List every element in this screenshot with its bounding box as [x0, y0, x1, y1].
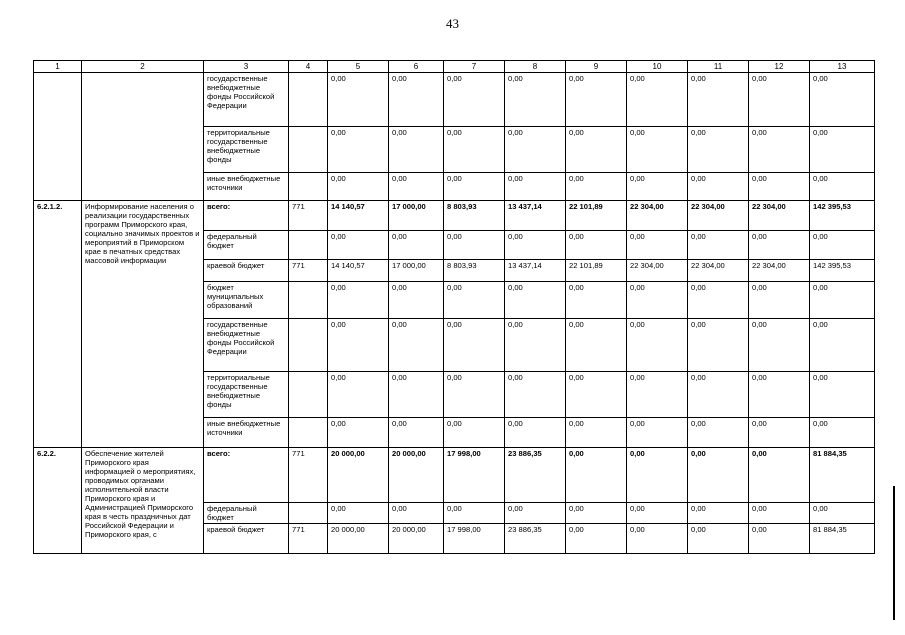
column-header: 11 — [688, 61, 749, 73]
column-header: 3 — [204, 61, 289, 73]
item-name-cell: Обеспечение жителей Приморского края информацией о мероприятиях, проводимых органами исполнительной власти Приморского края и Администрацией Приморского края в честь праздничных дат Российской Федерации и Приморского края, с — [82, 448, 204, 554]
value-cell: 0,00 — [810, 282, 875, 319]
value-cell: 0,00 — [444, 73, 505, 127]
value-cell: 0,00 — [688, 372, 749, 418]
value-cell: 0,00 — [389, 282, 444, 319]
value-cell: 0,00 — [505, 319, 566, 372]
column-header: 5 — [328, 61, 389, 73]
column-header: 1 — [34, 61, 82, 73]
value-cell: 0,00 — [328, 231, 389, 260]
value-cell: 0,00 — [566, 503, 627, 524]
code-cell — [289, 127, 328, 173]
code-cell — [289, 73, 328, 127]
code-cell — [289, 503, 328, 524]
value-cell: 0,00 — [328, 372, 389, 418]
value-cell: 0,00 — [627, 448, 688, 503]
value-cell: 0,00 — [749, 372, 810, 418]
value-cell: 23 886,35 — [505, 448, 566, 503]
value-cell: 0,00 — [566, 524, 627, 554]
value-cell: 0,00 — [627, 73, 688, 127]
value-cell: 0,00 — [688, 127, 749, 173]
value-cell: 17 998,00 — [444, 524, 505, 554]
value-cell: 0,00 — [389, 418, 444, 448]
value-cell: 14 140,57 — [328, 201, 389, 231]
item-number-cell: 6.2.1.2. — [34, 201, 82, 448]
value-cell: 20 000,00 — [328, 524, 389, 554]
value-cell: 0,00 — [749, 319, 810, 372]
value-cell: 0,00 — [810, 372, 875, 418]
value-cell: 0,00 — [389, 372, 444, 418]
value-cell: 0,00 — [627, 524, 688, 554]
value-cell: 0,00 — [389, 127, 444, 173]
value-cell: 0,00 — [505, 231, 566, 260]
value-cell: 8 803,93 — [444, 201, 505, 231]
value-cell: 22 101,89 — [566, 260, 627, 282]
value-cell: 142 395,53 — [810, 201, 875, 231]
item-name-cell: Информирование населения о реализации государственных программ Приморского края, социально значимых проектов и мероприятий в Приморском крае в печатных средствах массовой информации — [82, 201, 204, 448]
value-cell: 0,00 — [505, 173, 566, 201]
code-cell — [289, 319, 328, 372]
value-cell: 14 140,57 — [328, 260, 389, 282]
value-cell: 0,00 — [505, 418, 566, 448]
funding-source-cell: территориальные государственные внебюджетные фонды — [204, 372, 289, 418]
value-cell: 0,00 — [444, 319, 505, 372]
value-cell: 23 886,35 — [505, 524, 566, 554]
code-cell: 771 — [289, 524, 328, 554]
value-cell: 81 884,35 — [810, 448, 875, 503]
value-cell: 0,00 — [328, 127, 389, 173]
value-cell: 17 000,00 — [389, 201, 444, 231]
value-cell: 0,00 — [627, 503, 688, 524]
value-cell: 17 000,00 — [389, 260, 444, 282]
funding-source-cell: федеральный бюджет — [204, 231, 289, 260]
value-cell: 20 000,00 — [389, 524, 444, 554]
funding-source-cell: всего: — [204, 448, 289, 503]
value-cell: 0,00 — [505, 127, 566, 173]
funding-source-cell: всего: — [204, 201, 289, 231]
column-header: 9 — [566, 61, 627, 73]
value-cell: 0,00 — [389, 231, 444, 260]
funding-source-cell: территориальные государственные внебюджетные фонды — [204, 127, 289, 173]
column-header: 10 — [627, 61, 688, 73]
item-number-cell — [34, 73, 82, 201]
column-header: 12 — [749, 61, 810, 73]
value-cell: 0,00 — [444, 418, 505, 448]
value-cell: 0,00 — [566, 319, 627, 372]
value-cell: 0,00 — [566, 418, 627, 448]
value-cell: 0,00 — [328, 173, 389, 201]
value-cell: 0,00 — [444, 503, 505, 524]
value-cell: 81 884,35 — [810, 524, 875, 554]
value-cell: 0,00 — [688, 524, 749, 554]
value-cell: 0,00 — [627, 173, 688, 201]
value-cell: 0,00 — [688, 448, 749, 503]
code-cell — [289, 372, 328, 418]
value-cell: 0,00 — [328, 418, 389, 448]
value-cell: 0,00 — [749, 173, 810, 201]
header-row — [34, 61, 875, 73]
value-cell: 0,00 — [389, 173, 444, 201]
value-cell: 0,00 — [749, 448, 810, 503]
funding-source-cell: государственные внебюджетные фонды Российской Федерации — [204, 73, 289, 127]
value-cell: 0,00 — [627, 418, 688, 448]
value-cell: 17 998,00 — [444, 448, 505, 503]
value-cell: 0,00 — [688, 282, 749, 319]
value-cell: 142 395,53 — [810, 260, 875, 282]
value-cell: 0,00 — [688, 173, 749, 201]
value-cell: 0,00 — [749, 73, 810, 127]
value-cell: 0,00 — [566, 73, 627, 127]
item-number-cell: 6.2.2. — [34, 448, 82, 554]
column-header: 13 — [810, 61, 875, 73]
table-row — [34, 201, 875, 231]
funding-source-cell: бюджет муниципальных образований — [204, 282, 289, 319]
value-cell: 22 304,00 — [627, 260, 688, 282]
funding-source-cell: краевой бюджет — [204, 260, 289, 282]
value-cell: 0,00 — [505, 372, 566, 418]
value-cell: 0,00 — [749, 503, 810, 524]
column-header: 8 — [505, 61, 566, 73]
funding-source-cell: краевой бюджет — [204, 524, 289, 554]
value-cell: 0,00 — [444, 127, 505, 173]
value-cell: 0,00 — [328, 319, 389, 372]
value-cell: 0,00 — [627, 282, 688, 319]
column-header: 7 — [444, 61, 505, 73]
value-cell: 0,00 — [444, 372, 505, 418]
value-cell: 13 437,14 — [505, 201, 566, 231]
value-cell: 13 437,14 — [505, 260, 566, 282]
value-cell: 20 000,00 — [389, 448, 444, 503]
page-number: 43 — [446, 16, 459, 31]
value-cell: 0,00 — [749, 282, 810, 319]
value-cell: 0,00 — [328, 73, 389, 127]
value-cell: 0,00 — [389, 503, 444, 524]
code-cell: 771 — [289, 201, 328, 231]
value-cell: 0,00 — [627, 127, 688, 173]
funding-source-cell: федеральный бюджет — [204, 503, 289, 524]
funding-source-cell: иные внебюджетные источники — [204, 173, 289, 201]
item-name-cell — [82, 73, 204, 201]
value-cell: 0,00 — [627, 372, 688, 418]
value-cell: 0,00 — [328, 282, 389, 319]
value-cell: 0,00 — [688, 73, 749, 127]
table-row — [34, 73, 875, 127]
value-cell: 0,00 — [505, 503, 566, 524]
value-cell: 22 304,00 — [627, 201, 688, 231]
code-cell: 771 — [289, 260, 328, 282]
value-cell: 0,00 — [810, 73, 875, 127]
scan-edge-line — [893, 486, 895, 620]
value-cell: 0,00 — [566, 127, 627, 173]
value-cell: 22 304,00 — [688, 201, 749, 231]
value-cell: 0,00 — [566, 231, 627, 260]
column-header: 4 — [289, 61, 328, 73]
column-header: 6 — [389, 61, 444, 73]
value-cell: 0,00 — [810, 319, 875, 372]
table-row — [34, 448, 875, 503]
value-cell: 0,00 — [810, 418, 875, 448]
value-cell: 0,00 — [444, 231, 505, 260]
value-cell: 8 803,93 — [444, 260, 505, 282]
value-cell: 0,00 — [810, 503, 875, 524]
value-cell: 0,00 — [389, 319, 444, 372]
value-cell: 0,00 — [810, 127, 875, 173]
value-cell: 0,00 — [389, 73, 444, 127]
value-cell: 0,00 — [566, 448, 627, 503]
value-cell: 0,00 — [505, 282, 566, 319]
value-cell: 0,00 — [328, 503, 389, 524]
value-cell: 22 304,00 — [688, 260, 749, 282]
value-cell: 0,00 — [566, 173, 627, 201]
value-cell: 22 304,00 — [749, 260, 810, 282]
value-cell: 0,00 — [627, 319, 688, 372]
value-cell: 20 000,00 — [328, 448, 389, 503]
value-cell: 22 304,00 — [749, 201, 810, 231]
value-cell: 0,00 — [688, 418, 749, 448]
value-cell: 0,00 — [810, 173, 875, 201]
code-cell: 771 — [289, 448, 328, 503]
value-cell: 0,00 — [688, 231, 749, 260]
value-cell: 0,00 — [749, 524, 810, 554]
value-cell: 0,00 — [505, 73, 566, 127]
value-cell: 0,00 — [444, 282, 505, 319]
table-body — [34, 61, 875, 554]
funding-source-cell: государственные внебюджетные фонды Российской Федерации — [204, 319, 289, 372]
value-cell: 0,00 — [627, 231, 688, 260]
value-cell: 0,00 — [444, 173, 505, 201]
value-cell: 22 101,89 — [566, 201, 627, 231]
code-cell — [289, 282, 328, 319]
funding-source-cell: иные внебюджетные источники — [204, 418, 289, 448]
code-cell — [289, 173, 328, 201]
value-cell: 0,00 — [749, 231, 810, 260]
value-cell: 0,00 — [810, 231, 875, 260]
budget-table — [33, 60, 875, 554]
value-cell: 0,00 — [688, 319, 749, 372]
value-cell: 0,00 — [749, 127, 810, 173]
value-cell: 0,00 — [688, 503, 749, 524]
code-cell — [289, 418, 328, 448]
value-cell: 0,00 — [566, 372, 627, 418]
column-header: 2 — [82, 61, 204, 73]
value-cell: 0,00 — [749, 418, 810, 448]
value-cell: 0,00 — [566, 282, 627, 319]
code-cell — [289, 231, 328, 260]
